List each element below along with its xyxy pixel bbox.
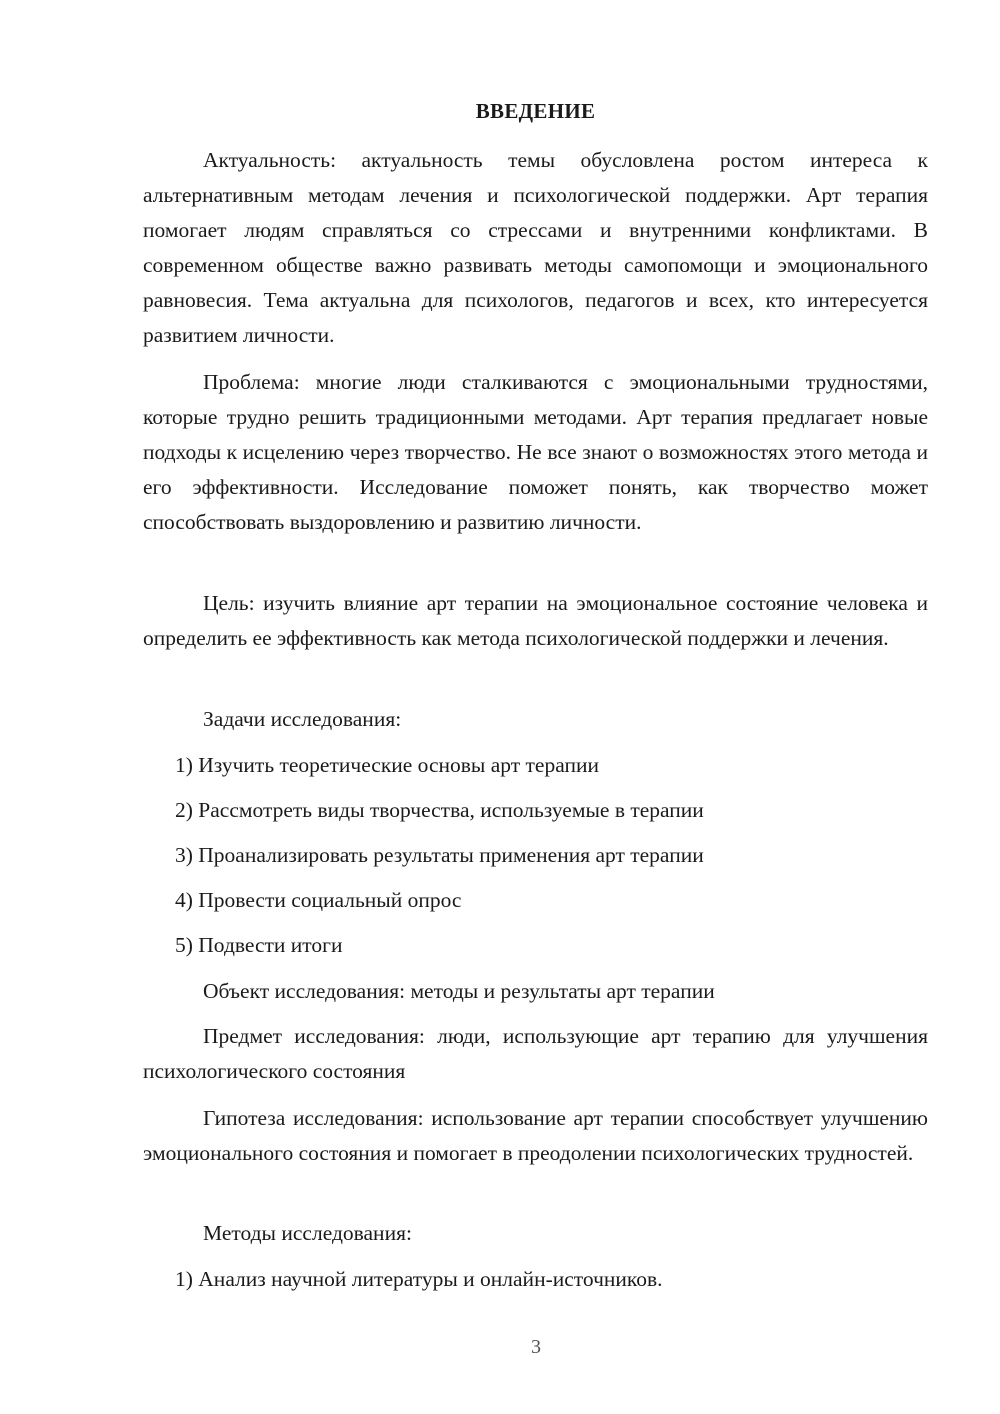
section-heading: ВВЕДЕНИЕ xyxy=(475,99,596,123)
page-number: 3 xyxy=(531,1336,541,1358)
task-item: 5) Подвести итоги xyxy=(175,933,343,957)
task-item: 4) Провести социальный опрос xyxy=(175,888,462,912)
task-item: 1) Изучить теоретические основы арт терапии xyxy=(175,753,599,777)
tasks-title: Задачи исследования: xyxy=(203,707,402,731)
methods-title: Методы исследования: xyxy=(203,1221,412,1245)
method-item: 1) Анализ научной литературы и онлайн-источников. xyxy=(175,1267,663,1291)
subject-paragraph: Предмет исследования: люди, использующие арт терапию для улучшения психологического состояния xyxy=(143,1024,928,1083)
problem-paragraph: Проблема: многие люди сталкиваются с эмоциональными трудностями, которые трудно решить традиционными методами. Арт терапия предлагает новые подходы к исцелению через творчество. Не все знают о возможностях этого метода и его эффективности. Исследование поможет понять, как творчество может способствовать выздоровлению и развитию личности. xyxy=(143,370,928,534)
task-item: 2) Рассмотреть виды творчества, используемые в терапии xyxy=(175,798,704,822)
goal-paragraph: Цель: изучить влияние арт терапии на эмоциональное состояние человека и определить ее эффективность как метода психологической поддержки и лечения. xyxy=(143,591,928,650)
task-item: 3) Проанализировать результаты применения арт терапии xyxy=(175,843,704,867)
relevance-paragraph: Актуальность: актуальность темы обусловлена ростом интереса к альтернативным методам лечения и психологической поддержки. Арт терапия помогает людям справляться со стрессами и внутренними конфликтами. В современном обществе важно развивать методы самопомощи и эмоционального равновесия. Тема актуальна для психологов, педагогов и всех, кто интересуется развитием личности. xyxy=(143,148,928,347)
hypothesis-paragraph: Гипотеза исследования: использование арт терапии способствует улучшению эмоционального состояния и помогает в преодолении психологических трудностей. xyxy=(143,1106,928,1165)
object-paragraph: Объект исследования: методы и результаты арт терапии xyxy=(203,979,715,1003)
